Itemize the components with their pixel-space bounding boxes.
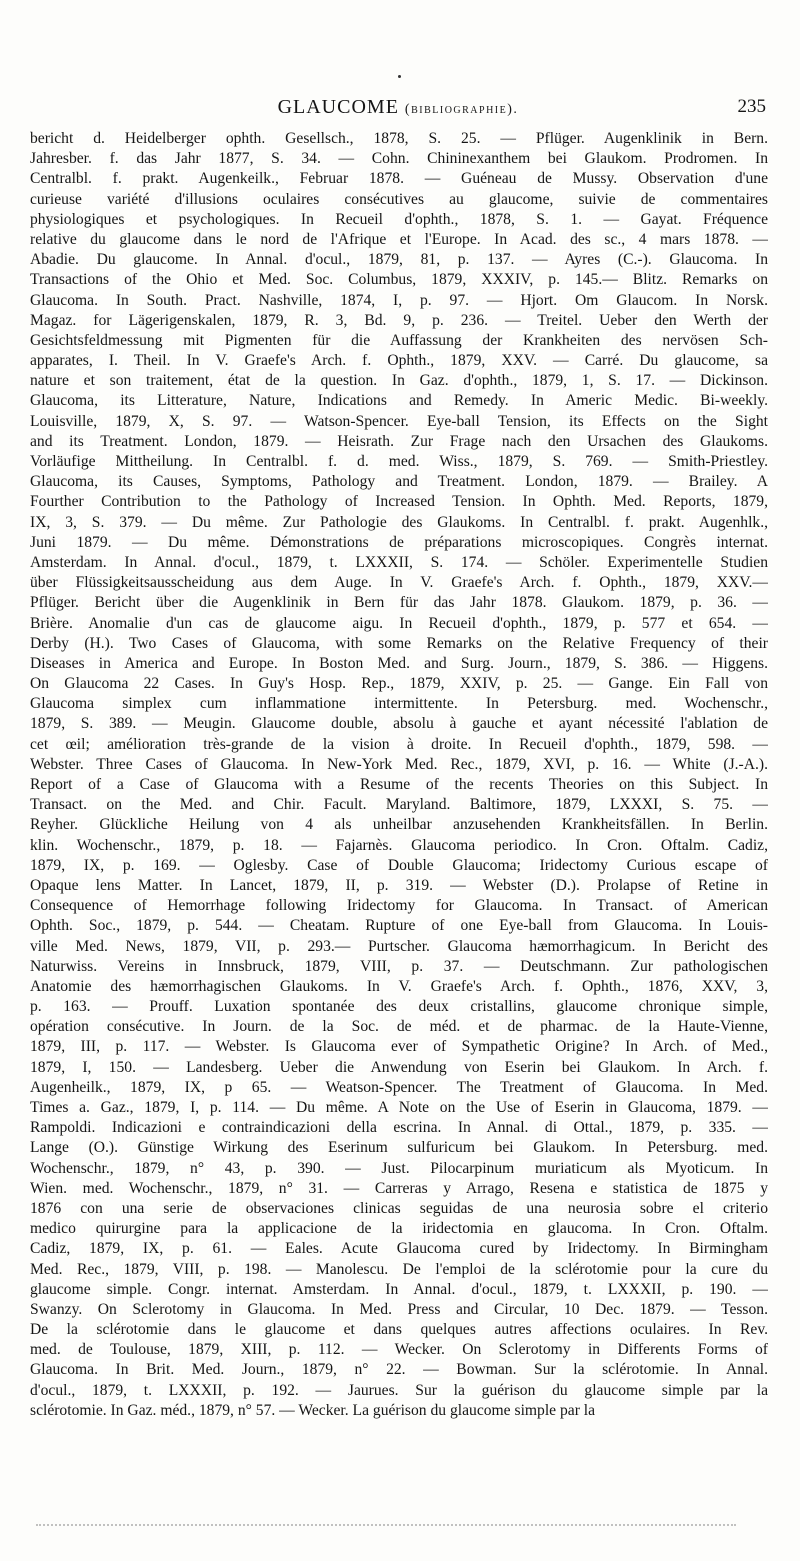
text-line: Diseases in America and Europe. In Boston Med. and Surg. Journ., 1879, S. 386. — Higgens. — [30, 654, 768, 672]
text-line: On Glaucoma 22 Cases. In Guy's Hosp. Rep., 1879, XXIV, p. 25. — Gange. Ein Fall von — [30, 675, 768, 693]
text-line: 1879, IX, p. 169. — Oglesby. Case of Double Glaucoma; Iridectomy Curious escape of — [30, 856, 768, 874]
text-line: Transact. on the Med. and Chir. Facult. Maryland. Baltimore, 1879, LXXXI, S. 75. — — [30, 796, 768, 814]
text-line: glaucome simple. Congr. internat. Amsterdam. In Annal. d'ocul., 1879, t. LXXXII, p. 190. — — [30, 1280, 768, 1298]
text-line: Glaucoma, its Causes, Symptoms, Pathology and Treatment. London, 1879. — Brailey. A — [30, 473, 768, 491]
text-line: Augenheilk., 1879, IX, p 65. — Weatson-Spencer. The Treatment of Glaucoma. In Med. — [30, 1078, 768, 1096]
text-line: Lange (O.). Günstige Wirkung des Eserinum sulfuricum bei Glaukom. In Petersburg. med. — [30, 1139, 768, 1157]
text-line: Swanzy. On Sclerotomy in Glaucoma. In Med. Press and Circular, 10 Dec. 1879. — Tesson. — [30, 1300, 768, 1318]
text-line: Wochenschr., 1879, n° 43, p. 390. — Just. Pilocarpinum muriaticum als Myoticum. In — [30, 1159, 768, 1177]
text-line: curieuse variété d'illusions oculaires consécutives au glaucome, suivie de commentaires — [30, 190, 768, 208]
text-line: Jahresber. f. das Jahr 1877, S. 34. — Cohn. Chininexanthem bei Glaukom. Prodromen. In — [30, 150, 768, 168]
text-line: d'ocul., 1879, t. LXXXII, p. 192. — Jaurues. Sur la guérison du glaucome simple par la — [30, 1381, 768, 1399]
text-line: Med. Rec., 1879, VIII, p. 198. — Manolescu. De l'emploi de la sclérotomie pour la cure du — [30, 1260, 768, 1278]
title-main: GLAUCOME — [277, 96, 405, 118]
text-line: Report of a Case of Glaucoma with a Resume of the recents Theories on this Subject. In — [30, 776, 768, 793]
text-line: Rampoldi. Indicazioni e contraindicazioni della escrina. In Annal. di Ottal., 1879, p. 335. — — [30, 1119, 768, 1137]
text-line: cet œil; amélioration très-grande de la vision à droite. In Recueil d'ophth., 1879, 598. — — [30, 735, 768, 753]
title-subtitle: (bibliographie). — [404, 102, 519, 117]
page-number: 235 — [737, 96, 766, 117]
text-line: 1879, I, 150. — Landesberg. Ueber die Anwendung von Eserin bei Glaukom. In Arch. f. — [30, 1058, 768, 1076]
text-line: p. 163. — Prouff. Luxation spontanée des deux cristallins, glaucome chronique simple, — [30, 998, 768, 1016]
bibliography-text — [30, 129, 768, 1421]
text-line: Louisville, 1879, X, S. 97. — Watson-Spencer. Eye-ball Tension, its Effects on the Sight — [30, 412, 768, 430]
text-line: Anatomie des hæmorrhagischen Glaukoms. In V. Graefe's Arch. f. Ophth., 1876, XXV, 3, — [30, 977, 768, 995]
text-line: Abadie. Du glaucome. In Annal. d'ocul., 1879, 81, p. 137. — Ayres (C.-). Glaucoma. In — [30, 251, 768, 269]
text-line: Glaucoma. In South. Pract. Nashville, 1874, I, p. 97. — Hjort. Om Glaucom. In Norsk. — [30, 291, 768, 309]
text-line: Amsterdam. In Annal. d'ocul., 1879, t. LXXXII, S. 174. — Schöler. Experimentelle Studien — [30, 553, 768, 571]
text-line: 1876 con una serie de observaciones clinicas seguidas de una neurosia sobre el criterio — [30, 1199, 768, 1217]
text-line: 1879, III, p. 117. — Webster. Is Glaucoma ever of Sympathetic Origine? In Arch. of Med., — [30, 1038, 768, 1056]
text-line: Times a. Gaz., 1879, I, p. 114. — Du même. A Note on the Use of Eserin in Glaucoma, 1879. — — [30, 1099, 768, 1116]
text-line: Juni 1879. — Du même. Démonstrations de préparations microscopiques. Congrès internat. — [30, 533, 768, 551]
text-line: ville Med. News, 1879, VII, p. 293.— Purtscher. Glaucoma hæmorrhagicum. In Bericht des — [30, 937, 768, 955]
page-title — [30, 96, 766, 119]
text-line: Consequence of Hemorrhage following Iridectomy for Glaucoma. In Transact. of American — [30, 897, 768, 915]
text-line: De la sclérotomie dans le glaucome et dans quelques autres affections oculaires. In Rev. — [30, 1321, 768, 1339]
text-line: Pflüger. Bericht über die Augenklinik in Bern für das Jahr 1878. Glaukom. 1879, p. 36. — — [30, 594, 768, 612]
running-head — [30, 96, 766, 122]
text-line: nature et son traitement, état de la question. In Gaz. d'ophth., 1879, 1, S. 17. — Dickinson. — [30, 372, 768, 390]
text-line: Brière. Anomalie d'un cas de glaucome aigu. In Recueil d'ophth., 1879, p. 577 et 654. — — [30, 614, 768, 632]
text-line: über Flüssigkeitsausscheidung aus dem Auge. In V. Graefe's Arch. f. Ophth., 1879, XXV.— — [30, 574, 768, 592]
text-line: Magaz. for Lägerigenskalen, 1879, R. 3, Bd. 9, p. 236. — Treitel. Ueber den Werth der — [30, 311, 768, 329]
text-line: medico quirurgine para la applicacione de la iridectomia en glaucoma. In Cron. Oftalm. — [30, 1220, 768, 1238]
text-line: Reyher. Glückliche Heilung von 4 als unheilbar anzusehenden Krankheitsfällen. In Berlin. — [30, 816, 768, 834]
text-line: Opaque lens Matter. In Lancet, 1879, II, p. 319. — Webster (D.). Prolapse of Retine in — [30, 876, 768, 894]
text-line: physiologiques et psychologiques. In Recueil d'ophth., 1878, S. 1. — Gayat. Fréquence — [30, 210, 768, 228]
text-line: and its Treatment. London, 1879. — Heisrath. Zur Frage nach den Ursachen des Glaukoms. — [30, 432, 768, 450]
text-line: klin. Wochenschr., 1879, p. 18. — Fajarnès. Glaucoma periodico. In Cron. Oftalm. Cadiz, — [30, 836, 768, 854]
text-line: apparates, I. Theil. In V. Graefe's Arch. f. Ophth., 1879, XXV. — Carré. Du glaucome, sa — [30, 352, 768, 370]
text-line: Transactions of the Ohio et Med. Soc. Columbus, 1879, XXXIV, p. 145.— Blitz. Remarks on — [30, 271, 768, 289]
text-line: Vorläufige Mittheilung. In Centralbl. f. d. med. Wiss., 1879, S. 769. — Smith-Priestley. — [30, 453, 768, 470]
text-line: bericht d. Heidelberger ophth. Gesellsch., 1878, S. 25. — Pflüger. Augenklinik in Bern. — [30, 130, 768, 147]
text-line: Centralbl. f. prakt. Augenkeilk., Februar 1878. — Guéneau de Mussy. Observation d'une — [30, 170, 768, 188]
text-line: relative du glaucome dans le nord de l'Afrique et l'Europe. In Acad. des sc., 4 mars 1878. — — [30, 230, 768, 248]
text-line: med. de Toulouse, 1879, XIII, p. 112. — Wecker. On Sclerotomy in Differents Forms of — [30, 1341, 768, 1359]
text-line: sclérotomie. In Gaz. méd., 1879, n° 57. — Wecker. La guérison du glaucome simple par la — [30, 1401, 596, 1419]
text-line: Cadiz, 1879, IX, p. 61. — Eales. Acute Glaucoma cured by Iridectomy. In Birmingham — [30, 1240, 768, 1258]
text-line: Glaucoma. In Brit. Med. Journ., 1879, n° 22. — Bowman. Sur la sclérotomie. In Annal. — [30, 1361, 768, 1379]
text-line: opération consécutive. In Journ. de la Soc. de méd. et de pharmac. de la Haute-Vienne, — [30, 1018, 768, 1036]
text-line: Webster. Three Cases of Glaucoma. In New-York Med. Rec., 1879, XVI, p. 16. — White (J.-A.). — [30, 755, 768, 773]
text-line: 1879, S. 389. — Meugin. Glaucome double, absolu à gauche et ayant nécessité l'ablation de — [30, 715, 768, 733]
text-line: Naturwiss. Vereins in Innsbruck, 1879, VIII, p. 37. — Deutschmann. Zur pathologischen — [30, 957, 768, 975]
print-speck — [398, 75, 401, 78]
text-line: Fourther Contribution to the Pathology of Increased Tension. In Ophth. Med. Reports, 1879, — [30, 493, 768, 511]
text-line: IX, 3, S. 379. — Du même. Zur Pathologie des Glaukoms. In Centralbl. f. prakt. Augenhlk., — [30, 513, 768, 531]
footer-rule — [36, 1524, 736, 1526]
text-line: Derby (H.). Two Cases of Glaucoma, with some Remarks on the Relative Frequency of their — [30, 634, 768, 652]
text-line: Glaucoma, its Litterature, Nature, Indications and Remedy. In Americ Medic. Bi-weekly. — [30, 392, 768, 410]
text-line: Ophth. Soc., 1879, p. 544. — Cheatam. Rupture of one Eye-ball from Glaucoma. In Louis- — [30, 917, 768, 935]
text-line: Glaucoma simplex cum inflammatione intermittente. In Petersburg. med. Wochenschr., — [30, 695, 768, 713]
text-line: Wien. med. Wochenschr., 1879, n° 31. — Carreras y Arrago, Resena e statistica de 1875 y — [30, 1179, 768, 1197]
text-line: Gesichtsfeldmessung mit Pigmenten für die Auffassung der Krankheiten des nervösen Sch- — [30, 331, 768, 349]
